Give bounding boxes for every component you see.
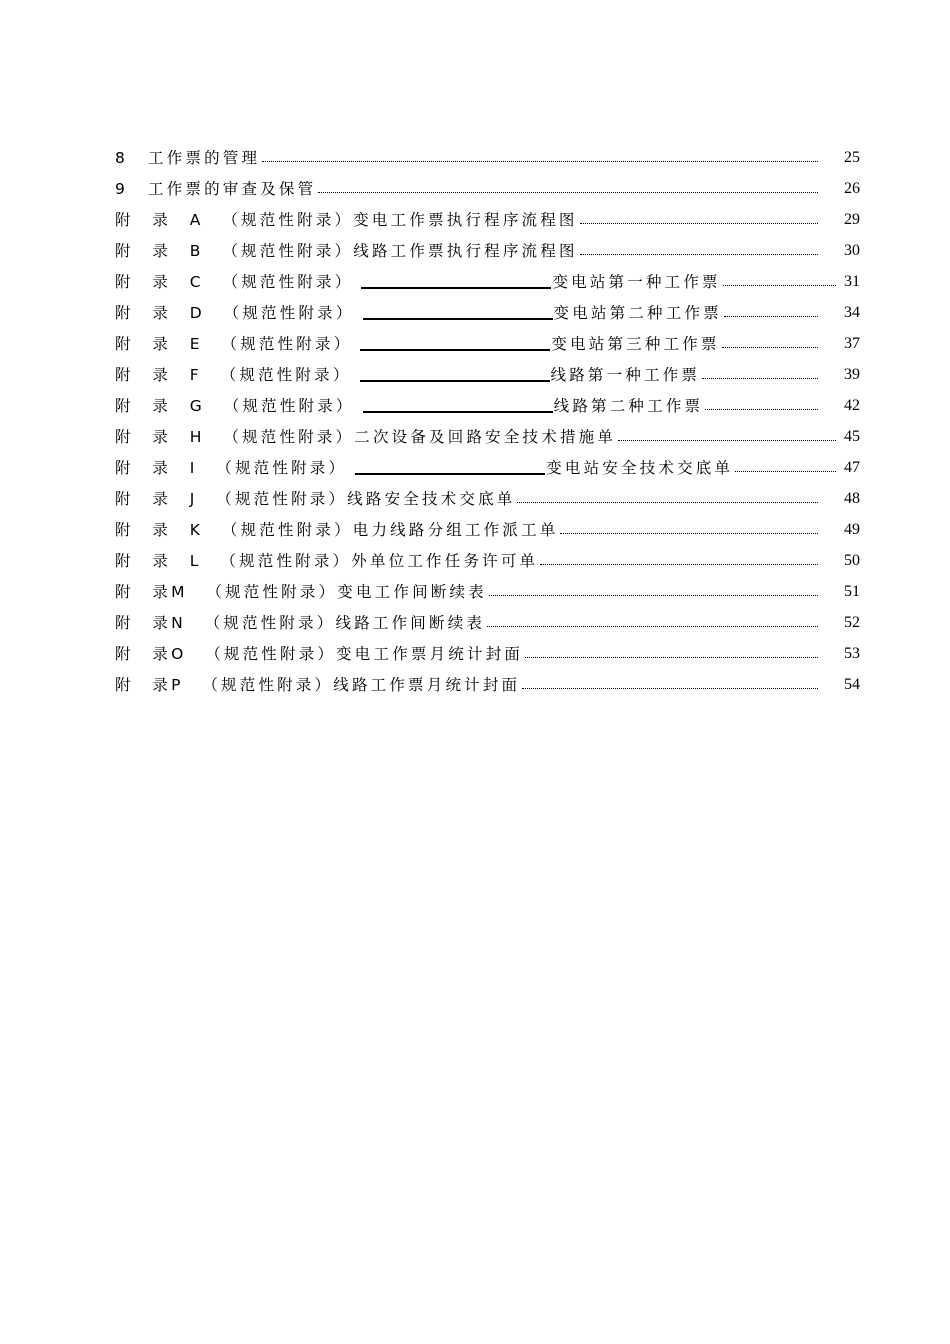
toc-entry-number: 附 录 G <box>115 397 224 415</box>
toc-entry-page-number: 42 <box>844 397 860 414</box>
toc-entry-number: 附 录 H <box>115 428 224 446</box>
toc-entry[interactable] <box>115 146 860 168</box>
toc-entry-title: （规范性附录）变电工作票执行程序流程图 <box>222 211 578 229</box>
toc-entry-number: 附 录N <box>115 614 205 632</box>
toc-entry[interactable] <box>115 549 860 571</box>
dot-leader <box>489 594 818 596</box>
toc-entry-title: （规范性附录）线路工作票月统计封面 <box>202 676 521 694</box>
toc-entry-title: （规范性附录）二次设备及回路安全技术措施单 <box>223 428 617 446</box>
fill-in-blank-line <box>361 272 551 289</box>
dot-leader <box>560 532 818 534</box>
toc-entry-number: 8 <box>115 149 129 167</box>
fill-in-blank-line <box>355 458 545 475</box>
toc-entry-page-number: 26 <box>844 180 860 197</box>
dot-leader <box>318 191 818 193</box>
toc-entry-title: （规范性附录） <box>221 335 353 353</box>
dot-leader <box>618 439 836 441</box>
toc-entry[interactable] <box>115 394 860 416</box>
toc-entry-title: （规范性附录）线路工作间断续表 <box>204 614 486 632</box>
toc-entry-number: 附 录P <box>115 676 203 694</box>
dot-leader <box>724 315 818 317</box>
toc-entry[interactable] <box>115 332 860 354</box>
toc-entry-title: （规范性附录） <box>216 459 348 477</box>
toc-entry-page-number: 30 <box>844 242 860 259</box>
toc-entry[interactable] <box>115 456 860 478</box>
fill-in-blank-line <box>360 334 550 351</box>
toc-entry-title-suffix: 变电站第二种工作票 <box>553 304 722 322</box>
toc-entry-title: 工作票的管理 <box>148 149 261 167</box>
toc-entry-page-number: 29 <box>844 211 860 228</box>
toc-entry[interactable] <box>115 177 860 199</box>
toc-entry-number: 附 录O <box>115 645 206 663</box>
toc-entry-number: 附 录M <box>115 583 207 601</box>
toc-entry-page-number: 39 <box>844 366 860 383</box>
toc-entry[interactable] <box>115 301 860 323</box>
dot-leader <box>522 687 818 689</box>
toc-entry-title-suffix: 变电站第一种工作票 <box>552 273 721 291</box>
toc-entry-title-suffix: 变电站第三种工作票 <box>551 335 720 353</box>
toc-entry-page-number: 48 <box>844 490 860 507</box>
toc-entry-title: （规范性附录） <box>223 397 355 415</box>
toc-entry-number: 附 录 L <box>115 552 221 570</box>
dot-leader <box>723 284 836 286</box>
toc-entry-title: （规范性附录）线路安全技术交底单 <box>216 490 516 508</box>
toc-entry-title: （规范性附录） <box>223 304 355 322</box>
dot-leader <box>580 222 818 224</box>
toc-entry-title: （规范性附录）外单位工作任务许可单 <box>220 552 539 570</box>
toc-entry[interactable] <box>115 208 860 230</box>
toc-entry[interactable] <box>115 487 860 509</box>
toc-entry-page-number: 52 <box>844 614 860 631</box>
dot-leader <box>580 253 818 255</box>
toc-entry-number: 附 录 J <box>115 490 217 508</box>
fill-in-blank-line <box>360 365 550 382</box>
dot-leader <box>735 470 836 472</box>
toc-entry-number: 附 录 D <box>115 304 224 322</box>
toc-entry-number: 9 <box>115 180 129 198</box>
toc-entry-number: 附 录 A <box>115 211 223 229</box>
fill-in-blank-line <box>363 396 553 413</box>
dot-leader <box>525 656 818 658</box>
dot-leader <box>517 501 818 503</box>
dot-leader <box>487 625 818 627</box>
toc-entry-number: 附 录 F <box>115 366 221 384</box>
toc-entry[interactable] <box>115 239 860 261</box>
dot-leader <box>262 160 818 162</box>
toc-entry-title: （规范性附录）线路工作票执行程序流程图 <box>222 242 578 260</box>
toc-entry-page-number: 49 <box>844 521 860 538</box>
toc-entry-title: （规范性附录） <box>222 273 354 291</box>
fill-in-blank-line <box>363 303 553 320</box>
toc-entry-title-suffix: 线路第一种工作票 <box>550 366 701 384</box>
toc-entry-page-number: 31 <box>844 273 860 290</box>
toc-entry-number: 附 录 C <box>115 273 223 291</box>
toc-entry-page-number: 47 <box>844 459 860 476</box>
dot-leader <box>705 408 818 410</box>
toc-entry-page-number: 50 <box>844 552 860 569</box>
toc-entry-title: （规范性附录）电力线路分组工作派工单 <box>221 521 559 539</box>
toc-entry[interactable] <box>115 611 860 633</box>
toc-entry[interactable] <box>115 580 860 602</box>
toc-entry-title: （规范性附录） <box>220 366 352 384</box>
toc-entry-page-number: 53 <box>844 645 860 662</box>
toc-entry[interactable] <box>115 673 860 695</box>
toc-entry-title: 工作票的审查及保管 <box>148 180 317 198</box>
toc-entry-title-suffix: 线路第二种工作票 <box>553 397 704 415</box>
dot-leader <box>722 346 818 348</box>
toc-entry[interactable] <box>115 270 860 292</box>
toc-entry[interactable] <box>115 642 860 664</box>
toc-entry-title: （规范性附录）变电工作票月统计封面 <box>205 645 524 663</box>
toc-entry-title-suffix: 变电站安全技术交底单 <box>546 459 734 477</box>
dot-leader <box>702 377 818 379</box>
dot-leader <box>540 563 818 565</box>
toc-entry-number: 附 录 I <box>115 459 217 477</box>
toc-entry-page-number: 34 <box>844 304 860 321</box>
toc-entry-number: 附 录 E <box>115 335 222 353</box>
toc-entry-page-number: 45 <box>844 428 860 445</box>
toc-entry[interactable] <box>115 425 860 447</box>
toc-entry-page-number: 37 <box>844 335 860 352</box>
toc-entry-number: 附 录 B <box>115 242 223 260</box>
toc-entry-page-number: 54 <box>844 676 860 693</box>
toc-entry[interactable] <box>115 518 860 540</box>
toc-entry-title: （规范性附录）变电工作间断续表 <box>206 583 487 601</box>
toc-entry[interactable] <box>115 363 860 385</box>
toc-entry-page-number: 25 <box>844 149 860 166</box>
toc-entry-page-number: 51 <box>844 583 860 600</box>
toc-entry-number: 附 录 K <box>115 521 222 539</box>
